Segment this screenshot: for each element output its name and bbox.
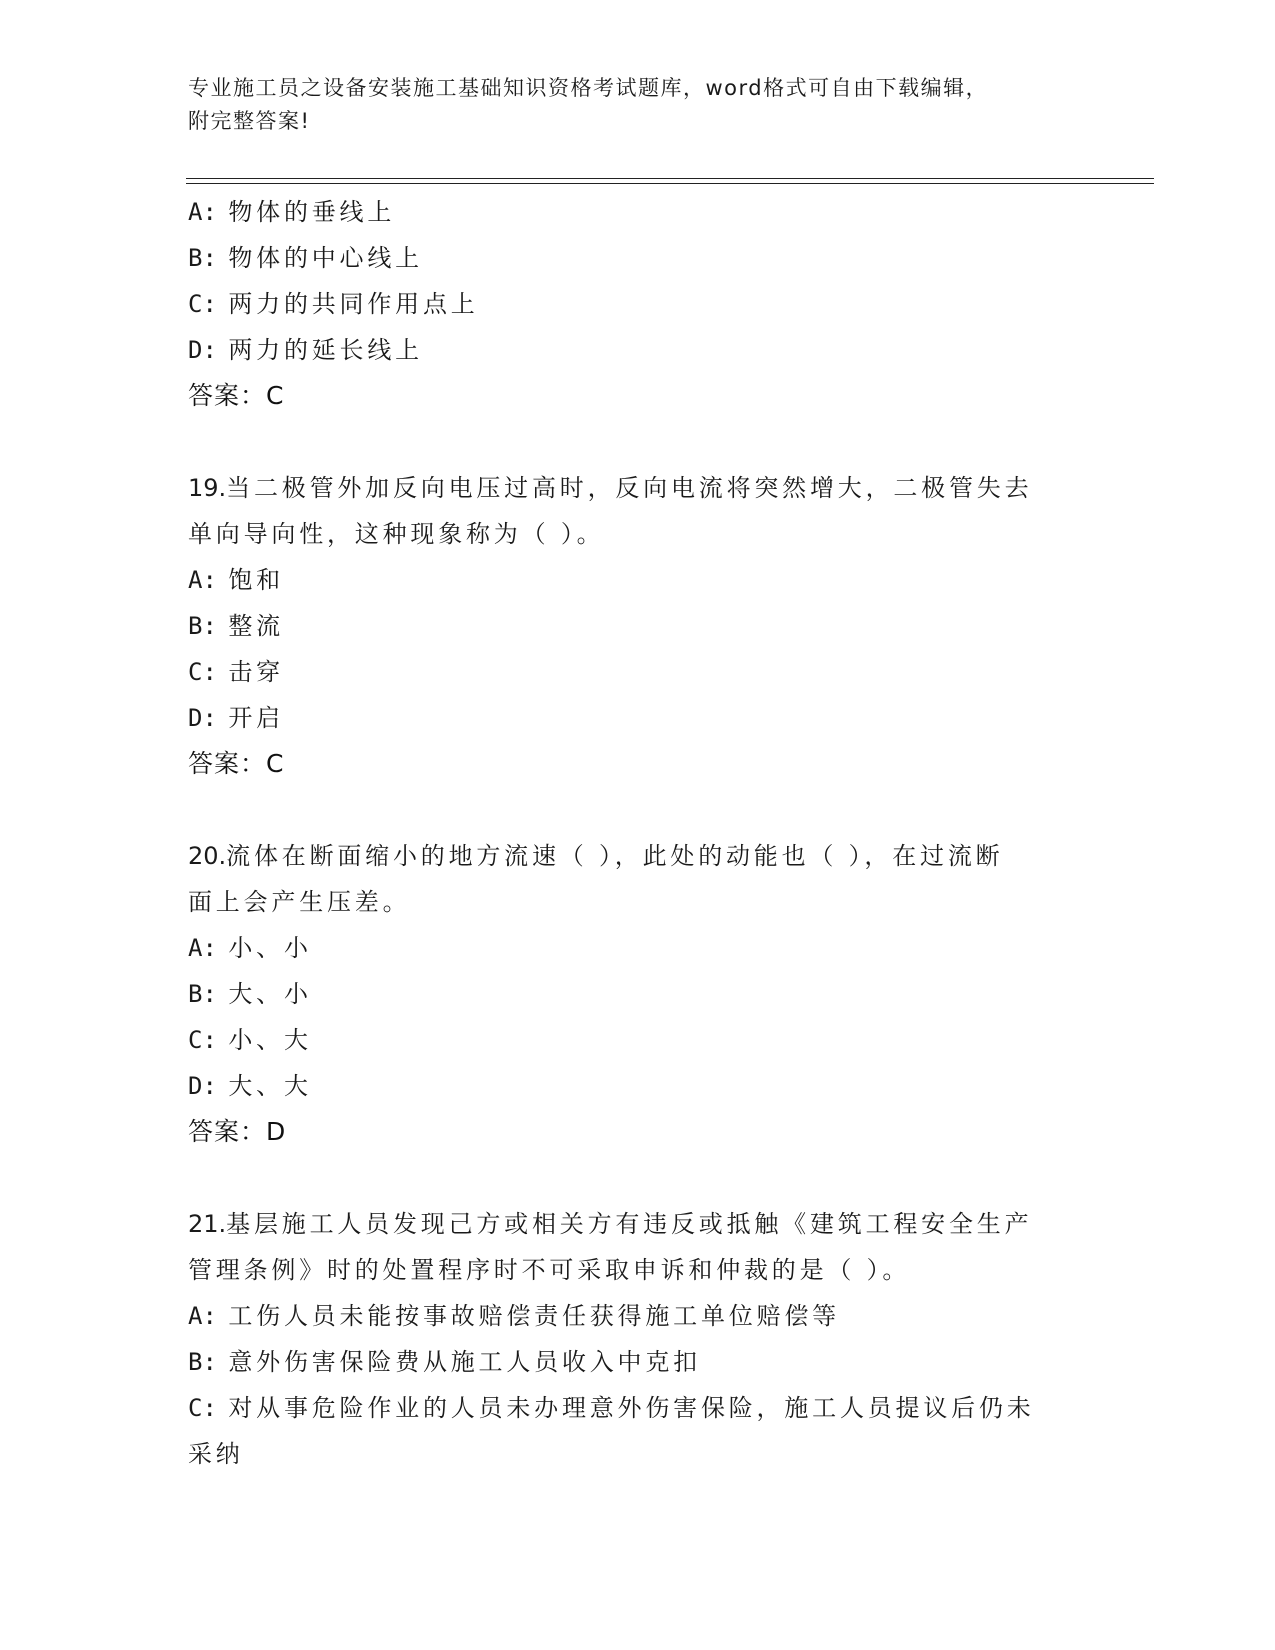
option-b xyxy=(188,603,1088,649)
option-letter: D: xyxy=(188,704,217,732)
option-text: 意外伤害保险费从施工人员收入中克扣 xyxy=(228,1348,701,1376)
option-d xyxy=(188,1063,1088,1109)
question-list xyxy=(188,189,1088,1477)
option-letter: A: xyxy=(188,1302,217,1330)
question-stem-line-2: 面上会产生压差。 xyxy=(188,888,411,916)
option-text: 小、小 xyxy=(228,934,312,962)
option-text: 大、小 xyxy=(228,980,312,1008)
header-divider-top xyxy=(186,178,1154,179)
option-d xyxy=(188,695,1088,741)
option-letter: C: xyxy=(188,1026,217,1054)
option-text: 对从事危险作业的人员未办理意外伤害保险，施工人员提议后仍未 xyxy=(228,1394,1035,1422)
option-text: 饱和 xyxy=(228,566,284,594)
previous-question-block xyxy=(188,189,1088,419)
header-line-2: 附完整答案! xyxy=(188,109,311,133)
option-text: 工伤人员未能按事故赔偿责任获得施工单位赔偿等 xyxy=(228,1302,840,1330)
option-a xyxy=(188,1293,1088,1339)
header-divider-bottom xyxy=(186,183,1154,184)
option-text: 大、大 xyxy=(228,1072,312,1100)
option-letter: A: xyxy=(188,934,217,962)
option-c xyxy=(188,1017,1088,1063)
option-letter: B: xyxy=(188,612,217,640)
option-a xyxy=(188,925,1088,971)
option-c-continuation: 采纳 xyxy=(188,1440,244,1468)
question-stem-line-1 xyxy=(188,1201,1088,1247)
question-stem-line-1 xyxy=(188,465,1088,511)
question-stem-text: 基层施工人员发现己方或相关方有违反或抵触《建筑工程安全生产 xyxy=(226,1210,1033,1238)
option-letter: C: xyxy=(188,658,217,686)
answer-text: 答案：C xyxy=(188,381,285,410)
question-stem-line-2: 单向导向性，这种现象称为（ ）。 xyxy=(188,520,605,548)
option-c xyxy=(188,281,1088,327)
option-letter: A: xyxy=(188,198,217,226)
option-a xyxy=(188,557,1088,603)
option-text: 两力的延长线上 xyxy=(228,336,423,364)
option-a xyxy=(188,189,1088,235)
question-20 xyxy=(188,833,1088,1155)
question-number: 20. xyxy=(188,842,227,870)
option-c xyxy=(188,649,1088,695)
question-number: 21. xyxy=(188,1210,227,1238)
option-letter: D: xyxy=(188,336,217,364)
question-stem-line-2: 管理条例》时的处置程序时不可采取申诉和仲裁的是（ ）。 xyxy=(188,1256,911,1284)
document-header xyxy=(188,72,1068,138)
option-letter: B: xyxy=(188,980,217,1008)
answer-text: 答案：D xyxy=(188,1117,287,1146)
option-c xyxy=(188,1385,1088,1431)
option-letter: B: xyxy=(188,1348,217,1376)
option-text: 小、大 xyxy=(228,1026,312,1054)
option-b xyxy=(188,971,1088,1017)
question-21 xyxy=(188,1201,1088,1477)
option-letter: C: xyxy=(188,1394,217,1422)
question-stem-text: 当二极管外加反向电压过高时，反向电流将突然增大，二极管失去 xyxy=(226,474,1033,502)
question-stem-line-1 xyxy=(188,833,1088,879)
option-d xyxy=(188,327,1088,373)
option-letter: D: xyxy=(188,1072,217,1100)
option-text: 两力的共同作用点上 xyxy=(228,290,479,318)
option-letter: C: xyxy=(188,290,217,318)
question-number: 19. xyxy=(188,474,227,502)
option-b xyxy=(188,235,1088,281)
question-19 xyxy=(188,465,1088,787)
option-text: 击穿 xyxy=(228,658,284,686)
option-text: 整流 xyxy=(228,612,284,640)
question-stem-text: 流体在断面缩小的地方流速（ ），此处的动能也（ ），在过流断 xyxy=(226,842,1004,870)
option-text: 物体的垂线上 xyxy=(228,198,396,226)
option-letter: B: xyxy=(188,244,217,272)
option-letter: A: xyxy=(188,566,217,594)
option-text: 物体的中心线上 xyxy=(228,244,423,272)
answer-text: 答案：C xyxy=(188,749,285,778)
option-b xyxy=(188,1339,1088,1385)
header-line-1: 专业施工员之设备安装施工基础知识资格考试题库，word格式可自由下载编辑， xyxy=(188,76,989,100)
option-text: 开启 xyxy=(228,704,284,732)
